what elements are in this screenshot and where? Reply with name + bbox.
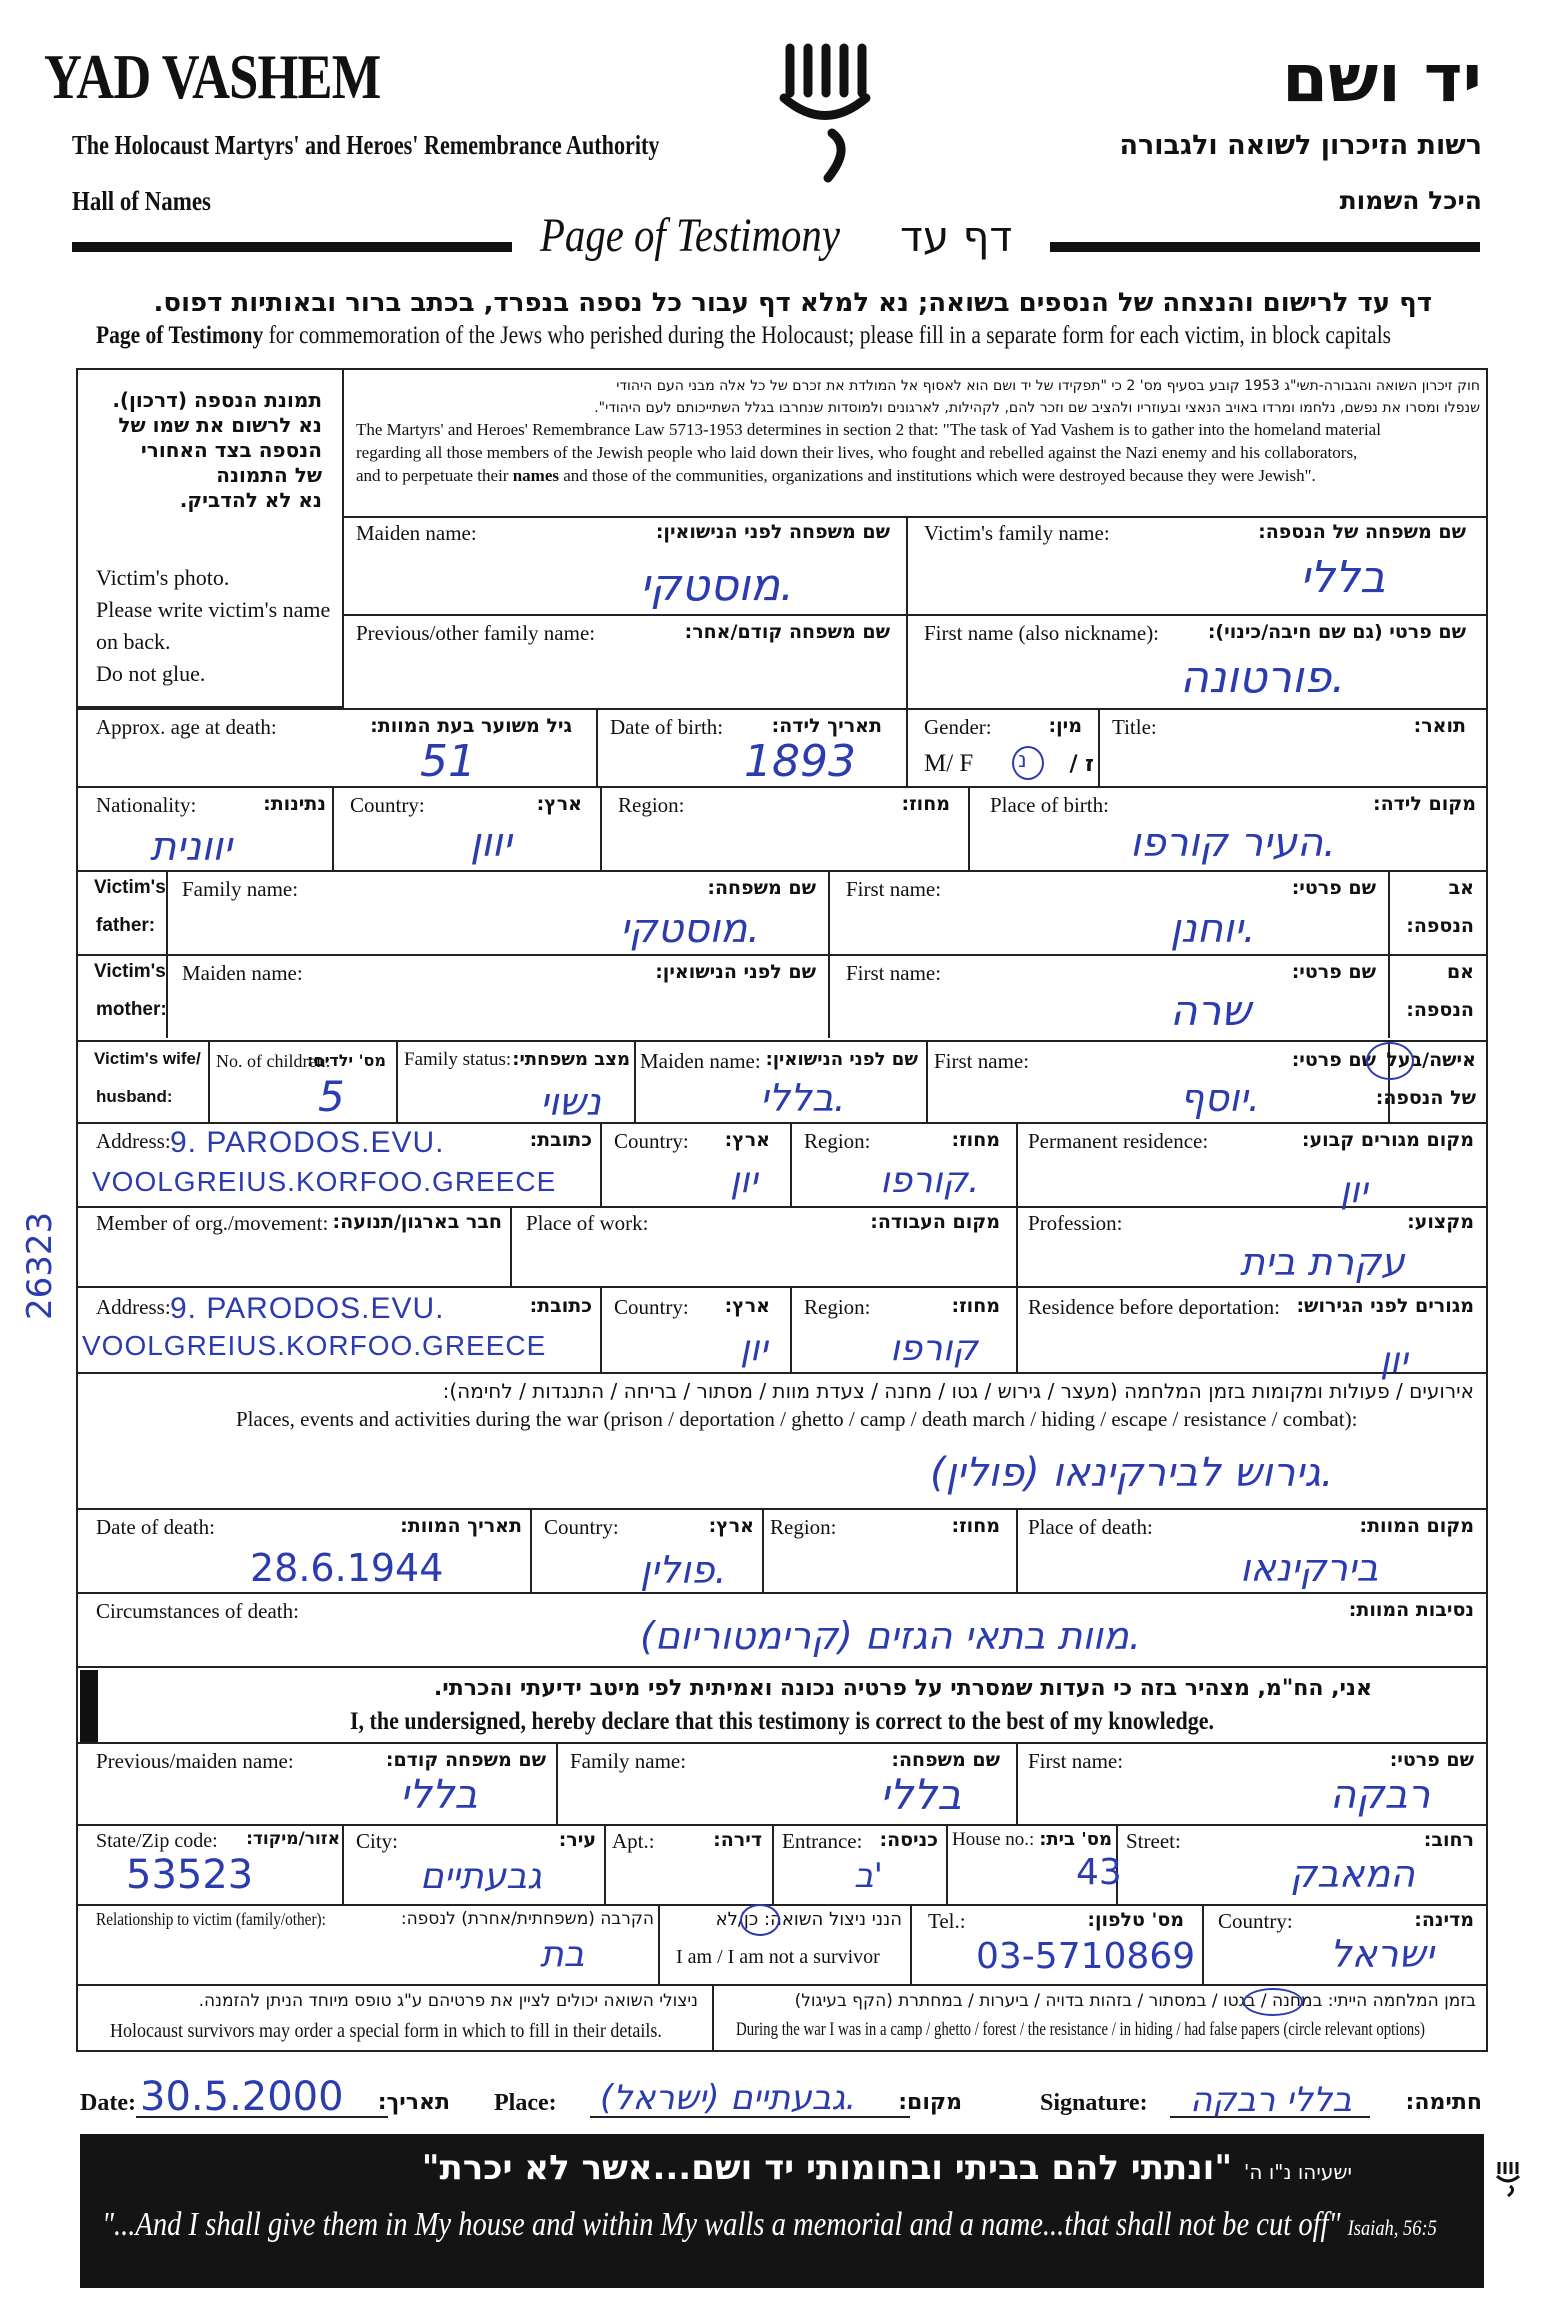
maiden-name-value[interactable]: מוסטקי. xyxy=(640,560,795,611)
nationality-label-he: נתינות: xyxy=(263,793,326,815)
apt-label: Apt.: xyxy=(612,1829,655,1853)
address2-country-label-he: ארץ: xyxy=(724,1295,770,1317)
camp-he: בזמן המלחמה הייתי: במחנה / בגטו / במסתור / בזהות בדויה / ביערות / במחתרת (הקף בעיגול) xyxy=(794,1991,1476,2011)
first-name-nick-label: First name (also nickname): xyxy=(924,621,1160,645)
signature-label-he: חתימה: xyxy=(1405,2090,1482,2115)
member-label: Member of org./movement: xyxy=(96,1211,329,1235)
address2-line2[interactable]: VOOLGREIUS.KORFOO.GREECE xyxy=(82,1330,547,1361)
state-zip-label-he: אזור/מיקוד: xyxy=(246,1829,340,1849)
address-line1[interactable]: 9. PARODOS.EVU. xyxy=(170,1126,445,1159)
law-he-1: חוק זיכרון השואה והגבורה-תשי"ג 1953 קובע בסעיף מס' 2 כי "תפקידו של יד ושם הוא לאסוף אל המולדת את זכרם של כל אלה מבני העם היהודי xyxy=(616,378,1480,394)
death-country-label: Country: xyxy=(544,1515,619,1539)
spouse-label-2: husband: xyxy=(96,1087,173,1106)
tel-value[interactable]: 03-5710869 xyxy=(976,1936,1196,1977)
authority-he: רשות הזיכרון לשואה ולגבורה xyxy=(1119,130,1482,161)
events-label-he: אירועים / פעולות ומקומות בזמן המלחמה (מעצר / גירוש / גטו / מחנה / צעדת מוות / מסתור / בריחה / התנגדות / לחימה): xyxy=(442,1379,1474,1403)
mother-first-label-he: שם פרטי: xyxy=(1291,961,1376,983)
law-en-3c: and those of the communities, organizations and institutions which were destroyed because they were Jewish". xyxy=(563,466,1316,486)
death-region-label: Region: xyxy=(770,1515,837,1539)
photo-en-2: Please write victim's name xyxy=(96,596,331,622)
yad-vashem-logo-icon xyxy=(770,38,880,188)
photo-instructions-en xyxy=(96,562,330,690)
spouse-maiden-label-he: שם לפני הנישואין: xyxy=(765,1049,918,1070)
perm-res-label-he: מקום מגורים קבוע: xyxy=(1301,1129,1474,1151)
spouse-he-label-2: של הנספה: xyxy=(1375,1087,1476,1109)
region-label: Region: xyxy=(618,793,685,817)
date-label-he: תאריך: xyxy=(377,2090,450,2115)
date-value[interactable]: 30.5.2000 xyxy=(140,2074,344,2120)
relationship-label-he: הקרבה (משפחתית/אחרת) לנספה: xyxy=(400,1909,654,1929)
father-he-label: אב xyxy=(1448,877,1474,899)
zip-value[interactable]: 53523 xyxy=(126,1852,254,1898)
father-first-value[interactable]: יוחנן. xyxy=(1170,906,1256,952)
spouse-maiden-label: Maiden name: xyxy=(640,1049,761,1073)
signature-label: Signature: xyxy=(1040,2090,1148,2116)
res-before-value[interactable]: יון xyxy=(1380,1340,1408,1381)
father-label: father: xyxy=(96,915,156,936)
declaration-en: I, the undersigned, hereby declare that this testimony is correct to the best of my knowledge. xyxy=(350,1708,1215,1735)
spouse-label-1: Victim's wife/ xyxy=(94,1049,201,1068)
law-text xyxy=(356,376,1480,488)
street-value[interactable]: המאבק xyxy=(1290,1852,1415,1896)
sub-family-label: Family name: xyxy=(570,1749,687,1773)
age-label: Approx. age at death: xyxy=(96,715,277,739)
profession-label-he: מקצוע: xyxy=(1407,1211,1474,1233)
law-en-3b: names xyxy=(512,466,559,486)
declaration-bar xyxy=(80,1670,98,1742)
gender-label: Gender: xyxy=(924,715,992,739)
photo-en-3: on back. xyxy=(96,628,171,654)
tel-label-he: מס' טלפון: xyxy=(1087,1909,1184,1931)
apt-label-he: דירה: xyxy=(713,1829,762,1851)
hall-of-names-en: Hall of Names xyxy=(72,186,211,216)
gender-label-he: מין: xyxy=(1048,715,1082,737)
city-label-he: עיר: xyxy=(558,1829,596,1851)
region-label-he: מחוז: xyxy=(901,793,950,815)
first-name-value[interactable]: פורטונה. xyxy=(1180,652,1346,703)
mother-victims-label: Victim's xyxy=(94,961,166,982)
state-zip-label: State/Zip code: xyxy=(96,1830,218,1852)
intro-en-bold: Page of Testimony xyxy=(96,322,264,349)
family-status-label-he: מצב משפחתי: xyxy=(512,1049,630,1070)
perm-res-label: Permanent residence: xyxy=(1028,1129,1209,1153)
spouse-first-value[interactable]: יוסף. xyxy=(1180,1076,1260,1120)
dod-value[interactable]: 28.6.1944 xyxy=(250,1546,444,1590)
country-label-he: ארץ: xyxy=(536,793,582,815)
father-family-value[interactable]: מוסטקי. xyxy=(620,906,761,952)
family-status-value[interactable]: נשוי xyxy=(540,1080,601,1124)
address-country-label: Country: xyxy=(614,1129,689,1153)
place-birth-value[interactable]: העיר קורפו. xyxy=(1130,820,1336,866)
relationship-value[interactable]: בת xyxy=(540,1934,585,1975)
gender-circle-value: נ xyxy=(1018,748,1027,773)
sub-first-label-he: שם פרטי: xyxy=(1389,1749,1474,1771)
address2-region-label: Region: xyxy=(804,1295,871,1319)
law-en-3 xyxy=(356,465,1480,488)
mother-of-victim-he: הנספה: xyxy=(1406,999,1474,1021)
law-en-2: regarding all those members of the Jewish people who laid down their lives, who fought and rebelled against the Nazi enemy and his collaborators, xyxy=(356,443,1358,463)
declaration-he: אני, הח"מ, מצהיר בזה כי העדות שמסרתי על פרטיה נכונה ואמיתית לפי מיטב ידיעתי והכרתי. xyxy=(433,1676,1372,1701)
victim-family-value[interactable]: בללי xyxy=(1300,552,1386,603)
place-death-value[interactable]: בירקינאו xyxy=(1240,1546,1379,1590)
footer-ref-en: Isaiah, 56:5 xyxy=(1347,2215,1437,2240)
death-country-value[interactable]: פולין. xyxy=(640,1548,727,1592)
children-value[interactable]: 5 xyxy=(318,1072,345,1121)
relationship-label: Relationship to victim (family/other): xyxy=(96,1909,326,1929)
survivor-circle[interactable] xyxy=(740,1904,780,1936)
address2-country-value[interactable]: יון xyxy=(740,1328,768,1369)
house-no-label: House no.: xyxy=(952,1829,1035,1850)
photo-he-5: נא לא להדביק. xyxy=(179,488,322,512)
mother-label: mother: xyxy=(96,999,167,1020)
camp-circle[interactable] xyxy=(1243,1988,1303,2016)
prev-maiden-label-he: שם משפחה קודם: xyxy=(385,1749,546,1771)
footer-quote-en xyxy=(102,2206,1437,2244)
prev-family-label-he: שם משפחה קודם/אחר: xyxy=(684,621,890,643)
photo-en-1: Victim's photo. xyxy=(96,565,230,590)
nationality-value[interactable]: יוונית xyxy=(150,824,232,870)
maiden-name-label: Maiden name: xyxy=(356,521,477,545)
sub-first-label: First name: xyxy=(1028,1749,1124,1773)
footer-ref-he: ישעיהו נ"ו ה' xyxy=(1243,2160,1352,2184)
photo-instructions-he xyxy=(112,388,322,513)
country-label: Country: xyxy=(350,793,425,817)
father-of-victim-he: הנספה: xyxy=(1406,915,1474,937)
title-rule-left xyxy=(72,242,512,252)
mother-first-value[interactable]: שרה xyxy=(1170,986,1251,1035)
death-region-label-he: מחוז: xyxy=(951,1515,1000,1537)
place-value[interactable]: גבעתיים (ישראל). xyxy=(600,2078,857,2118)
address2-line1[interactable]: 9. PARODOS.EVU. xyxy=(170,1292,445,1325)
spouse-first-label-he: שם פרטי: xyxy=(1291,1049,1376,1071)
org-name-en: YAD VASHEM xyxy=(44,41,381,112)
footer-quote-he-text: "ונתתי להם בביתי ובחומותי יד ושם...אשר לא יכרת" xyxy=(421,2148,1233,2188)
date-label: Date: xyxy=(80,2090,136,2116)
victim-family-label: Victim's family name: xyxy=(924,521,1110,545)
house-no-value[interactable]: 43 xyxy=(1076,1852,1122,1893)
prev-family-label: Previous/other family name: xyxy=(356,621,596,645)
entrance-value[interactable]: ב' xyxy=(854,1856,884,1896)
dob-label-he: תאריך לידה: xyxy=(771,715,882,737)
children-label-he: מס' ילדים: xyxy=(307,1051,386,1070)
mother-maiden-label-he: שם לפני הנישואין: xyxy=(655,961,816,983)
children-label: No. of children: xyxy=(216,1051,331,1071)
place-death-label-he: מקום המוות: xyxy=(1359,1515,1474,1537)
place-birth-label: Place of birth: xyxy=(990,793,1109,817)
father-victims-label: Victim's xyxy=(94,877,166,898)
address2-label: Address: xyxy=(96,1295,171,1319)
city-label: City: xyxy=(356,1829,399,1853)
street-label: Street: xyxy=(1126,1829,1181,1853)
address2-country-label: Country: xyxy=(614,1295,689,1319)
intro-he: דף עד לרישום והנצחה של הנספים בשואה; נא למלא דף עבור כל נספה בנפרד, בכתב ברור ובאותיות דפוס. xyxy=(153,288,1432,318)
footer-logo-icon xyxy=(1494,2160,1522,2198)
photo-he-4: של התמונה xyxy=(216,463,322,487)
address-region-value[interactable]: קורפו. xyxy=(880,1160,980,1201)
survivor-label-he: הנני ניצול השואה: כן/לא xyxy=(715,1909,902,1930)
address-label-he: כתובת: xyxy=(529,1129,592,1151)
place-label: Place: xyxy=(494,2090,557,2116)
footer-quote-he xyxy=(422,2148,1352,2188)
family-status-label: Family status: xyxy=(404,1049,512,1070)
sub-country-label-he: מדינה: xyxy=(1414,1909,1474,1931)
father-first-label: First name: xyxy=(846,877,942,901)
title-rule-right xyxy=(1050,242,1480,252)
age-label-he: גיל משוער בעת המוות: xyxy=(370,715,572,737)
house-no-label-he: מס' בית: xyxy=(1039,1829,1112,1850)
address2-label-he: כתובת: xyxy=(529,1295,592,1317)
mother-maiden-label: Maiden name: xyxy=(182,961,303,985)
res-before-label-he: מגורים לפני הגירוש: xyxy=(1296,1295,1474,1317)
sub-country-value[interactable]: ישראל xyxy=(1330,1932,1434,1976)
spouse-he-label: אישה/בעל xyxy=(1386,1049,1476,1071)
title-label: Title: xyxy=(1112,715,1157,739)
father-first-label-he: שם פרטי: xyxy=(1291,877,1376,899)
prev-maiden-label: Previous/maiden name: xyxy=(96,1749,294,1773)
maiden-name-label-he: שם משפחה לפני הנישואין: xyxy=(655,521,890,543)
photo-en-4: Do not glue. xyxy=(96,660,206,686)
hall-of-names-he: היכל השמות xyxy=(1339,186,1482,215)
page-title-he: דף עד xyxy=(900,212,1013,261)
place-death-label: Place of death: xyxy=(1028,1515,1153,1539)
special-form-he: ניצולי השואה יכולים לציין את פרטיהם ע"ג טופס מיוחד הניתן להזמנה. xyxy=(198,1991,698,2011)
law-en-3a: and to perpetuate their xyxy=(356,466,509,486)
country-birth-value[interactable]: יוון xyxy=(470,820,512,866)
events-label-en: Places, events and activities during the war (prison / deportation / ghetto / camp / death march / hiding / escape / resistance / combat): xyxy=(236,1407,1358,1431)
footer-quote-en-text: "...And I shall give them in My house and within My walls a memorial and a name...that shall not be cut off" xyxy=(102,2206,1341,2243)
authority-en: The Holocaust Martyrs' and Heroes' Remembrance Authority xyxy=(72,130,660,160)
address-country-value[interactable]: יון xyxy=(730,1160,758,1201)
death-country-label-he: ארץ: xyxy=(708,1515,754,1537)
workplace-label: Place of work: xyxy=(526,1211,649,1235)
entrance-label-he: כניסה: xyxy=(879,1829,938,1851)
page-title-en: Page of Testimony xyxy=(540,209,840,262)
dod-label-he: תאריך המוות: xyxy=(400,1515,522,1537)
victim-family-label-he: שם משפחה של הנספה: xyxy=(1258,521,1466,543)
submitter-family-value[interactable]: בללי xyxy=(880,1770,962,1819)
mother-he-label: אם xyxy=(1446,961,1474,983)
intro-en-text: for commemoration of the Jews who perished during the Holocaust; please fill in a separate form for each victim, in block capitals xyxy=(268,322,1392,349)
address-line2[interactable]: VOOLGREIUS.KORFOO.GREECE xyxy=(92,1166,557,1197)
photo-he-2: נא לרשום את שמו של xyxy=(118,413,322,437)
survivor-label-en: I am / I am not a survivor xyxy=(676,1946,880,1968)
law-en-1: The Martyrs' and Heroes' Remembrance Law 5713-1953 determines in section 2 that: "The task of Yad Vashem is to gather into the homeland material xyxy=(356,420,1381,440)
address-region-label: Region: xyxy=(804,1129,871,1153)
gender-circle[interactable] xyxy=(1012,746,1044,780)
dob-value[interactable]: 1893 xyxy=(744,736,856,787)
photo-he-1: תמונת הנספה (דרכון). xyxy=(112,388,322,412)
intro-en xyxy=(96,322,1391,350)
gender-options: M/ F xyxy=(924,750,974,777)
law-he-2: שנפלו ומסרו את נפשם, נלחמו ומרדו באויב הנאצי ובעוזריו ולהציב שם וזכר להם, לקהילות, לארגונים ולמוסדות שנחרבו בגלל השתייכותם לעם היהודי". xyxy=(594,399,1480,416)
place-label-he: מקום: xyxy=(898,2090,962,2115)
res-before-label: Residence before deportation: xyxy=(1028,1295,1280,1319)
entrance-label: Entrance: xyxy=(782,1829,863,1853)
first-name-nick-label-he: שם פרטי (גם שם חיבה/כינוי): xyxy=(1207,621,1466,643)
workplace-label-he: מקום העבודה: xyxy=(870,1211,1000,1233)
org-name-he: יד ושם xyxy=(1282,40,1482,117)
photo-he-3: הנספה בצד האחורי xyxy=(140,438,322,462)
profession-label: Profession: xyxy=(1028,1211,1123,1235)
title-label-he: תואר: xyxy=(1413,715,1466,737)
nationality-label: Nationality: xyxy=(96,793,197,817)
city-value[interactable]: גבעתיים xyxy=(420,1856,542,1897)
father-family-label-he: שם משפחה: xyxy=(707,877,816,899)
address2-region-label-he: מחוז: xyxy=(951,1295,1000,1317)
sub-family-label-he: שם משפחה: xyxy=(891,1749,1000,1771)
circumstances-label: Circumstances of death: xyxy=(96,1599,299,1623)
camp-en: During the war I was in a camp / ghetto / forest / the resistance / in hiding / had false papers (circle relevant options) xyxy=(736,2019,1425,2040)
address-region-label-he: מחוז: xyxy=(951,1129,1000,1151)
profession-value[interactable]: עקרת בית xyxy=(1240,1240,1405,1284)
address-country-label-he: ארץ: xyxy=(724,1129,770,1151)
age-value[interactable]: 51 xyxy=(420,736,476,787)
events-value[interactable]: גירוש לבירקינאו (פולין). xyxy=(930,1450,1334,1496)
mother-first-label: First name: xyxy=(846,961,942,985)
circumstances-label-he: נסיבות המוות: xyxy=(1348,1599,1474,1621)
perm-res-value[interactable]: יון xyxy=(1340,1170,1368,1211)
spouse-first-label: First name: xyxy=(934,1049,1030,1073)
place-birth-label-he: מקום לידה: xyxy=(1372,793,1476,815)
spouse-maiden-value[interactable]: בללי. xyxy=(760,1076,846,1120)
spouse-circle xyxy=(1366,1042,1414,1080)
special-form-en: Holocaust survivors may order a special form in which to fill in their details. xyxy=(110,2020,662,2042)
father-family-label: Family name: xyxy=(182,877,299,901)
gender-options-he: ז / xyxy=(1069,752,1094,777)
dob-label: Date of birth: xyxy=(610,715,724,739)
street-label-he: רחוב: xyxy=(1423,1829,1474,1851)
address-label: Address: xyxy=(96,1129,171,1153)
dod-label: Date of death: xyxy=(96,1515,215,1539)
submitter-prev-value[interactable]: בללי xyxy=(400,1772,478,1818)
margin-number: 26323 xyxy=(20,1211,60,1320)
address2-region-value[interactable]: קורפו xyxy=(890,1328,978,1369)
member-label-he: חבר בארגון/תנועה: xyxy=(332,1211,502,1233)
submitter-first-value[interactable]: רבקה xyxy=(1330,1772,1431,1818)
circumstances-value[interactable]: מוות בתאי הגזים (קרימטוריום). xyxy=(640,1614,1141,1658)
sub-country-label: Country: xyxy=(1218,1909,1293,1933)
tel-label: Tel.: xyxy=(928,1909,966,1933)
signature-value[interactable]: בללי רבקה xyxy=(1190,2080,1352,2120)
